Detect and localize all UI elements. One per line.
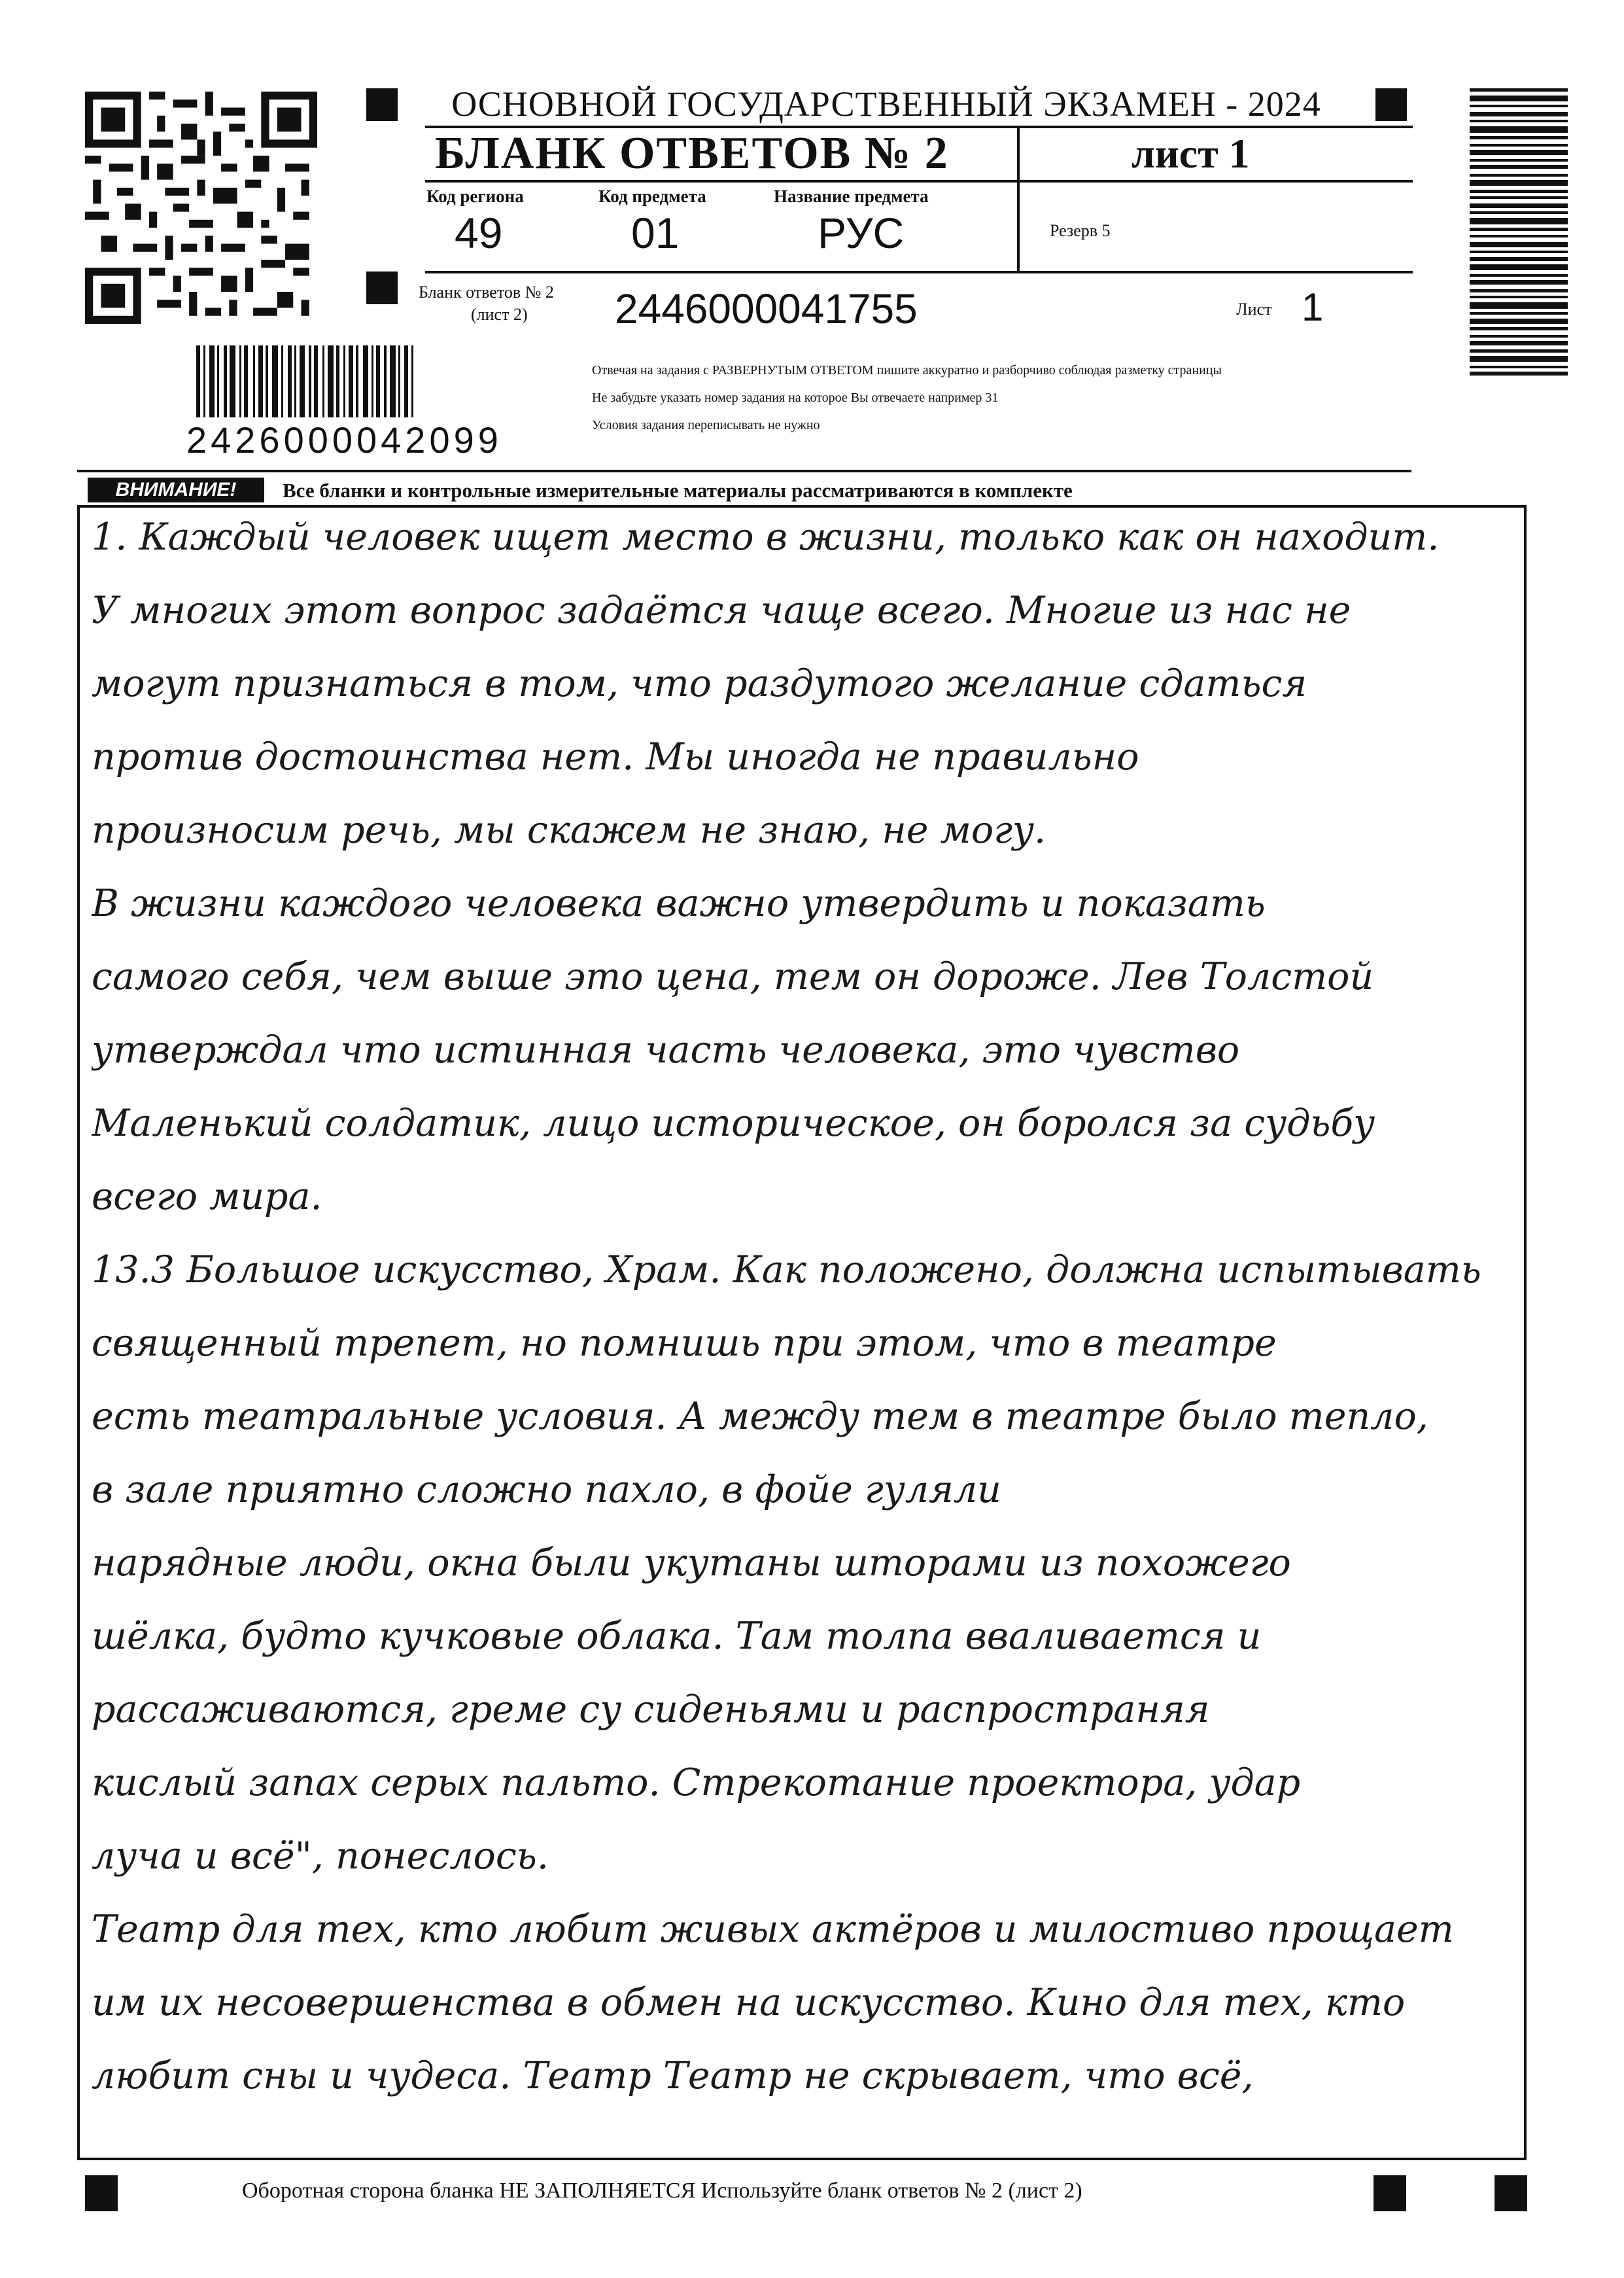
subject-code-label: Код предмета xyxy=(598,186,706,206)
answer-line: 13.3 Большое искусство, Храм. Как положено, должна испытывать xyxy=(92,1248,1481,1291)
divider xyxy=(425,180,1413,183)
exam-title: ОСНОВНОЙ ГОСУДАРСТВЕННЫЙ ЭКЗАМЕН - 2024 xyxy=(451,84,1321,124)
answer-line: шёлка, будто кучковые облака. Там толпа вваливается и xyxy=(92,1615,1262,1658)
answer-line: любит сны и чудеса. Театр Театр не скрывает, что всё, xyxy=(92,2054,1254,2097)
answer-line: Маленький солдатик, лицо историческое, он боролся за судьбу xyxy=(92,1102,1375,1145)
answer-line: 1. Каждый человек ищет место в жизни, только как он находит. xyxy=(92,516,1440,559)
qr-code xyxy=(85,92,317,324)
answer-line: кислый запах серых пальто. Стрекотание проектора, удар xyxy=(92,1761,1301,1804)
answer-line: против достоинства нет. Мы иногда не правильно xyxy=(92,735,1139,779)
footer-text: Оборотная сторона бланка НЕ ЗАПОЛНЯЕТСЯ Используйте бланк ответов № 2 (лист 2) xyxy=(242,2179,1082,2203)
answer-line: В жизни каждого человека важно утвердить и показать xyxy=(92,882,1266,925)
blank2-sublabel: (лист 2) xyxy=(471,305,528,324)
sheet-label: Лист xyxy=(1236,300,1272,319)
alignment-marker xyxy=(85,2175,118,2211)
blank2-number: 2446000041755 xyxy=(615,285,918,332)
answer-line: всего мира. xyxy=(92,1175,322,1218)
answer-line: утверждал что истинная часть человека, это чувство xyxy=(92,1028,1240,1072)
answer-line: Театр для тех, кто любит живых актёров и милостиво прощает xyxy=(92,1908,1454,1951)
instruction-line: Не забудьте указать номер задания на которое Вы отвечаете например 31 xyxy=(592,391,999,405)
alignment-marker xyxy=(366,88,398,121)
answer-line: самого себя, чем выше это цена, тем он дороже. Лев Толстой xyxy=(92,955,1374,998)
answer-line: У многих этот вопрос задаётся чаще всего. Многие из нас не xyxy=(92,589,1351,632)
subject-code-value: 01 xyxy=(631,209,680,257)
vertical-barcode xyxy=(1470,88,1568,455)
alignment-marker xyxy=(1375,88,1407,121)
subject-name-value: РУС xyxy=(818,209,905,257)
instruction-line: Отвечая на задания с РАЗВЕРНУТЫМ ОТВЕТОМ пишите аккуратно и разборчиво соблюдая разметку страницы xyxy=(592,363,1222,377)
answer-line: им их несовершенства в обмен на искусство. Кино для тех, кто xyxy=(92,1981,1406,2024)
barcode xyxy=(196,345,536,417)
divider xyxy=(77,470,1411,472)
answer-line: произносим речь, мы скажем не знаю, не могу. xyxy=(92,809,1046,852)
region-value: 49 xyxy=(455,209,503,257)
instructions xyxy=(592,357,1416,439)
answer-line: есть театральные условия. А между тем в театре было тепло, xyxy=(92,1395,1428,1438)
alignment-marker xyxy=(1494,2175,1527,2211)
sheet-title: лист 1 xyxy=(1132,130,1250,177)
answer-line: священный трепет, но помнишь при этом, что в театре xyxy=(92,1322,1277,1365)
region-label: Код региона xyxy=(426,186,524,206)
instruction-line: Условия задания переписывать не нужно xyxy=(592,418,820,432)
alignment-marker xyxy=(1373,2175,1406,2211)
barcode-number: 2426000042099 xyxy=(186,419,502,461)
warning-text: Все бланки и контрольные измерительные материалы рассматриваются в комплекте xyxy=(283,479,1073,502)
answer-line: могут признаться в том, что раздутого желание сдаться xyxy=(92,662,1307,705)
form-title: БЛАНК ОТВЕТОВ № 2 xyxy=(435,128,949,179)
divider xyxy=(425,271,1413,273)
alignment-marker xyxy=(366,272,398,304)
answer-line: нарядные люди, окна были укутаны шторами из похожего xyxy=(92,1541,1291,1585)
answer-line: луча и всё", понеслось. xyxy=(92,1834,549,1878)
divider xyxy=(1017,128,1020,271)
reserve-label: Резерв 5 xyxy=(1050,221,1111,240)
subject-name-label: Название предмета xyxy=(774,186,929,206)
answer-line: рассаживаются, греме су сиденьями и распространяя xyxy=(92,1688,1210,1731)
blank2-label: Бланк ответов № 2 xyxy=(419,283,554,302)
sheet-value: 1 xyxy=(1302,285,1324,329)
warning-badge: ВНИМАНИЕ! xyxy=(88,478,264,502)
answer-line: в зале приятно сложно пахло, в фойе гуляли xyxy=(92,1468,1001,1511)
